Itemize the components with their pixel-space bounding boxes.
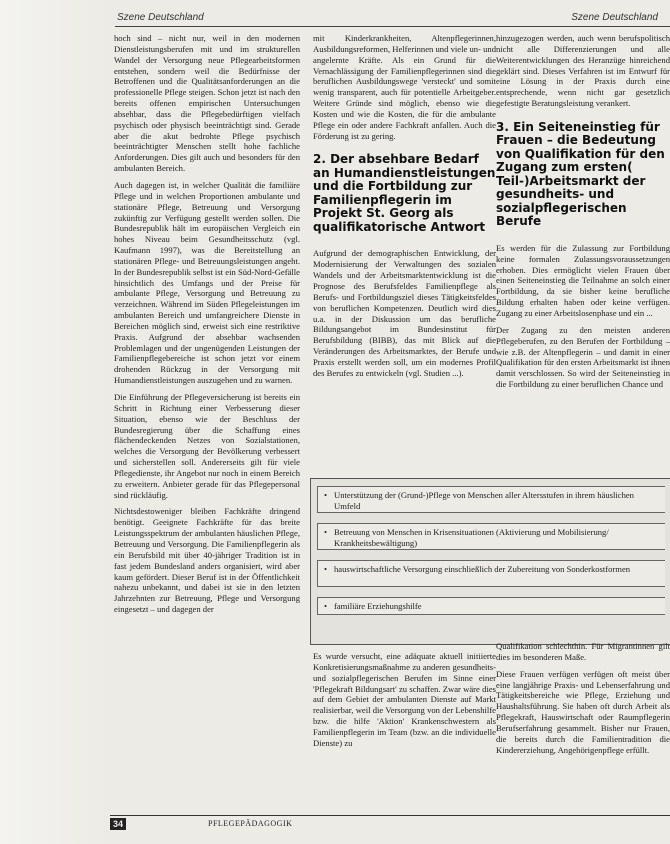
journal-name: PFLEGEPÄDAGOGIK [208,819,293,828]
paragraph: Diese Frauen verfügen verfügen oft meist über eine langjährige Praxis- und Lebenserfahrung und Tätigkeitsbereiche wie Pflege, Erziehung und Haushaltsführung. Sie haben oft durch Arbeit als Pflegekraft, Hauswirtschaft oder Raumpflegerin Berufserfahrung gesammelt. Bisher nur Frauen, die bereits durch die Familientradition die Kindererziehung, Angehörigenpflege erfüllt. [496,668,670,755]
task-list-item: • Unterstützung der (Grund-)Pflege von Menschen aller Altersstufen in ihrem häuslichen Umfeld [317,486,665,513]
task-list-item: • Betreuung von Menschen in Krisensituationen (Aktivierung und Mobilisierung/ Krankheitsbewältigung) [317,523,665,550]
paragraph: Der Zugang zu den meisten anderen Pflegeberufen, zu den Berufen der Fortbildung – wie z.B. der Altenpflegerin – und damit in einer Qualifikation für den ersten Arbeitsmarkt ist ihnen damit verschlossen. So wird der Seiteneinstieg in die Fortbildung zu einer beruflichen Chance und [496,324,670,390]
paragraph: Qualifikation schlechthin. Für Migrantinnen gilt dies im besonderen Maße. [496,641,670,662]
paragraph: Es wurde versucht, eine adäquate aktuell initiierte Konkretisierungsmaßnahme zu anderen gesundheits- und sozialpflegerischen Berufen im Sinne einer 'Pflegekraft Bildungsart' zu schaffen. Zwar wäre dies auf dem Gebiet der ambulanten Dienste auf Markt realisierbar, weil die Versorgung von der Lebenshilfe bzw. die hilfe 'Aktion' Krankenschwestern als Familienpflegerin im Team (bzw. an die individuelle Dienste) zu [313,651,496,748]
column-2 [313,33,496,385]
header-rule [115,26,670,27]
running-head-left: Szene Deutschland [117,12,204,23]
running-head-right: Szene Deutschland [571,12,658,23]
section-heading-2: 2. Der absehbare Bedarf an Humandienstleistungen und die Fortbildung zur Familienpflegerin im Projekt St. Georg als qualifikatorische Antwort [313,152,496,234]
paragraph: Es werden für die Zulassung zur Fortbildung keine formalen Zulassungsvoraussetzungen erhoben. Dies ermöglicht vielen Frauen über einen Seiteneinstieg die Teilnahme an solch einer Fortbildung, da sie bisher keine berufliche Bildung erhalten haben oder keine verfügen. Zugang zu einer Arbeitslosenphase und ein ... [496,242,670,318]
paragraph: mit Kinderkrankheiten, Altenpflegerinnen, Ausbildungsreformen, Helferinnen und viele un- und angelernte Kräfte. Als ein Grund für die Vernachlässigung der Familienpflegerinnen sind die beruflichen Ausbildungswege 'versteckt' und somit wenig transparent, auch für potentielle Arbeitgeber. Weitere Gründe sind möglich, ebenso wie die Kosten und wie die Kosten, die für die ambulante Pflege ein oder andere Fachkraft anfallen. Auch die Förderung ist zu gering. [313,33,496,141]
footer-rule [110,815,670,816]
column-2-lower [313,651,496,755]
page-margin [0,0,110,844]
section-heading-3: 3. Ein Seiteneinstieg für Frauen – die Bedeutung von Qualifikation für den Zugang zum ersten( Teil-)Arbeitsmarkt der gesundheits- und sozialpflegerischen Berufe [496,119,665,229]
paragraph: hinzugezogen werden, auch wenn berufspolitisch nicht alle Differenzierungen und alle Weiterentwicklungen des Heranzüge hinreichend geklärt sind. Dieses Verfahren ist im Entwurf für eine Lösung in der Praxis durch eine entsprechende, wenn nicht gar gesetzlich gefestigte Beratungsleistung verankert. [496,33,670,109]
page-number: 34 [110,818,126,830]
paragraph: Nichtsdestoweniger bleiben Fachkräfte dringend benötigt. Geeignete Fachkräfte für das breite Leistungsspektrum der ambulanten häuslichen Pflege, Betreuung und Versorgung. Die Familienpflegerin als ein Berufsbild mit über 40-jähriger Tradition ist in fast jedem Bundesland anders organisiert, wird aber kaum gefördert. Dieser Beruf ist in der Öffentlichkeit nahezu unbekannt, und dabei ist sie in den letzten Jahrzehnten zur Betreuung, Pflege und Versorgung eingesetzt – und dagegen der [114,506,300,615]
column-3-lower [496,641,670,761]
paragraph: Auch dagegen ist, in welcher Qualität die familiäre Pflege und in welchen Proportionen ambulante und stationäre Pflege, Betreuung und Versorgung zukünftig zur Verfügung gestellt werden sollen. Die Bundesrepublik hält im europäischen Vergleich ein hohes Niveau beim Gesundheitsschutz (vgl. Kaufmann 1997), was die Bereitstellung an stationären Pflege- und Betreuungsleistungen angeht. In der Bundesrepublik selbst ist ein Süd-Nord-Gefälle hinsichtlich des Umfangs und der Preise für ambulante Pflege, Versorgung und Betreuung zu verzeichnen. Während im Süden Pflegeleistungen im ambulanten Bereich und umfangreichere Dienste in Bereichen möglich sind, erweist sich eine restriktive Praxis. Aufgrund der absehbar wachsenden Problemlagen und der ungenügenden Leistungen der Familienpflegebereiche ist schon jetzt vor einem drohenden Rückzug in der Versorgung mit Humandienstleistungen auszugehen und zu warnen. [114,179,300,386]
paragraph: Aufgrund der demographischen Entwicklung, der Modernisierung der Verwaltungen des sozialen Wandels und der Arbeitsmarktentwicklung ist die Prognose des Berufsfeldes Familienpflege als Berufs- und Fortbildungsziel dieses Tätigkeitsfeldes von beruflichen Kompetenzen. Deutlich wird dies u.a. in der Diskussion um das berufliche Bildungsangebot im Bundesinstitut für Berufsbildung (BIBB), das mit Blick auf die Veränderungen des Arbeitsmarktes, der Berufe und Praxis erstellt werden soll, um ein modernes Profil des Berufes zu entwickeln (vgl. Studien ...). [313,248,496,378]
column-1 [114,33,300,621]
paragraph: Die Einführung der Pflegeversicherung ist bereits ein Schritt in Richtung einer Verbesserung dieser Situation, ebenso wie der Beschluss der Bundesregierung über die Schaffung eines flächendeckenden Netzes von Sozialstationen, welches die Versorgung der Bevölkerung verbessert und sicherstellen soll. Andererseits gilt für viele Pflegedienste, ihr Angebot nur noch in einem Bereich zu erweitern. Anbieter gerade für das Pflegepersonal sind rückläufig. [114,392,300,500]
task-list-item: • familiäre Erziehungshilfe [317,597,665,615]
task-list-box [310,478,670,645]
task-list-item: • hauswirtschaftliche Versorgung einschließlich der Zubereitung von Sonderkostformen [317,560,665,587]
paragraph: hoch sind – nicht nur, weil in den modernen Dienstleistungsberufen mit und im strukturellen Wandel der Versorgung neue Pflegearbeitsformen entstehen, sondern weil die Bedürfnisse der Betroffenen und die Qualitätsanforderungen an die professionelle Pflege steigen. Schon jetzt ist nach den bereits offenen empirischen Untersuchungen absehbar, dass die Pflegebedürftigen vielfach psychisch oder physisch beeinträchtigt sind. Gerade aber die akut bedrohte Pflege psychisch beeinträchtigter Menschen stellt hohe fachliche Anforderungen. Dies gilt auch und besonders für den ambulanten Bereich. [114,33,300,174]
